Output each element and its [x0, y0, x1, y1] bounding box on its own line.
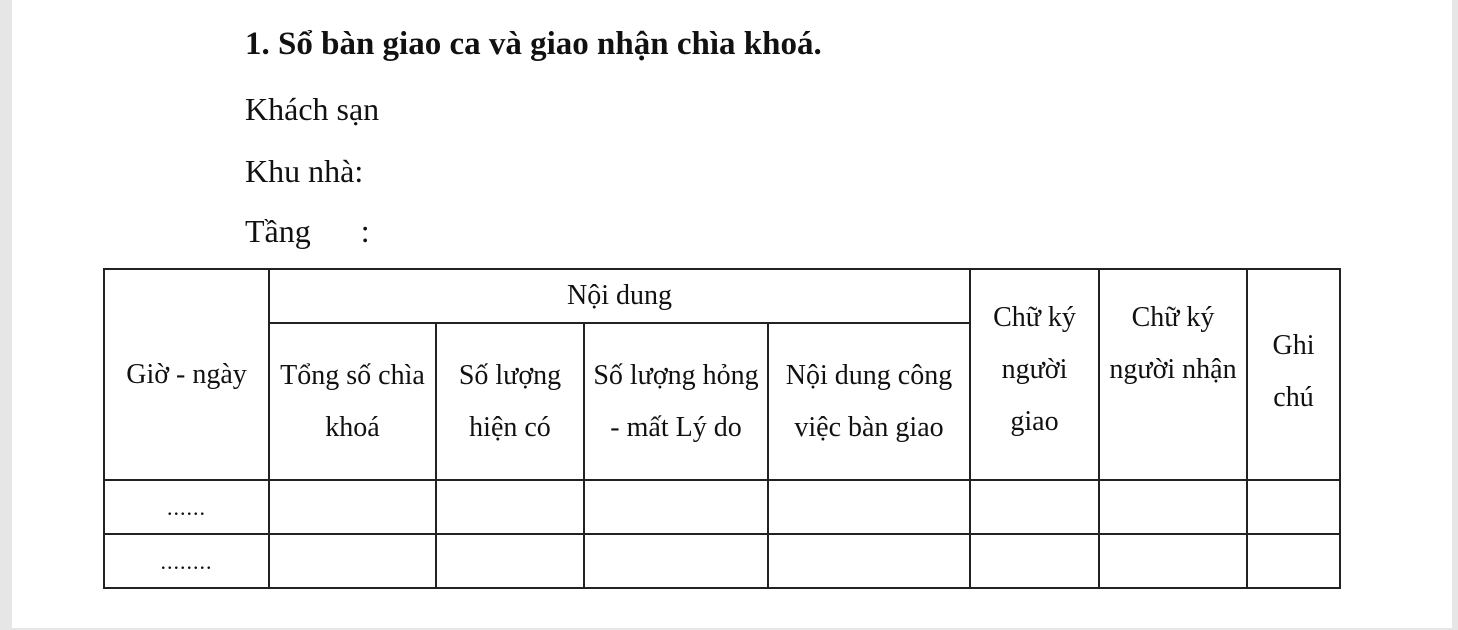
header-current-quantity: Số lượng hiện có [436, 323, 584, 480]
hotel-label: Khách sạn [245, 91, 380, 127]
header-receiver-signature: Chữ ký người nhận [1099, 269, 1247, 480]
table-cell [1247, 480, 1340, 534]
header-time-date: Giờ - ngày [104, 269, 269, 480]
header-handover-work: Nội dung công việc bàn giao [768, 323, 970, 480]
table-cell [768, 534, 970, 588]
section-heading: 1. Sổ bàn giao ca và giao nhận chìa khoá. [245, 26, 822, 62]
table-cell [970, 534, 1099, 588]
building-label: Khu nhà: [245, 153, 364, 189]
header-content-group: Nội dung [269, 269, 970, 323]
floor-line [245, 215, 370, 247]
header-note: Ghi chú [1247, 269, 1340, 480]
table-cell [768, 480, 970, 534]
table-cell [1099, 480, 1247, 534]
key-handover-table [103, 268, 1341, 589]
table-cell [584, 534, 768, 588]
table-row [104, 480, 1340, 534]
header-giver-signature: Chữ ký người giao [970, 269, 1099, 480]
row-time-cell: ...... [104, 480, 269, 534]
floor-label: Tầng [245, 213, 311, 249]
table-row [104, 534, 1340, 588]
table-cell [584, 480, 768, 534]
table-cell [436, 534, 584, 588]
header-total-keys: Tổng số chìa khoá [269, 323, 436, 480]
table-cell [1099, 534, 1247, 588]
floor-colon: : [360, 213, 370, 249]
table-cell [269, 534, 436, 588]
row-time-cell: ........ [104, 534, 269, 588]
table-cell [970, 480, 1099, 534]
table-cell [269, 480, 436, 534]
header-damaged-lost: Số lượng hỏng - mất Lý do [584, 323, 768, 480]
table-cell [1247, 534, 1340, 588]
table-cell [436, 480, 584, 534]
